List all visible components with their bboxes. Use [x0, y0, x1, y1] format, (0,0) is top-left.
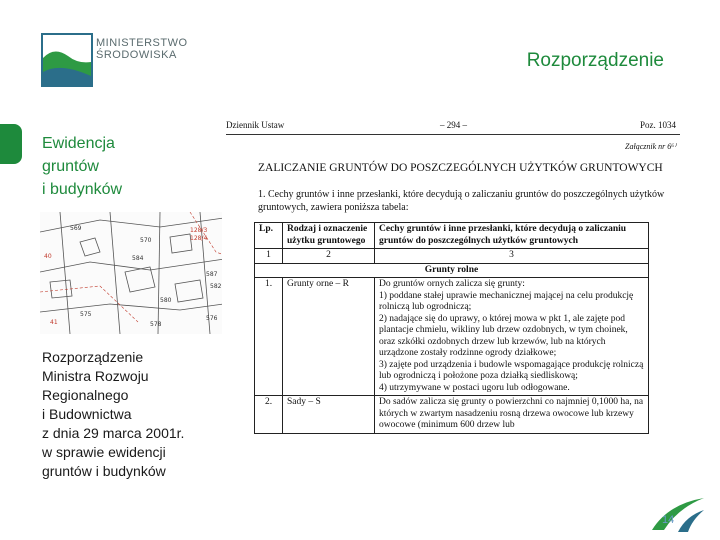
caption-line: z dnia 29 marca 2001r. — [42, 425, 185, 441]
logo-line-1: MINISTERSTWO — [96, 37, 188, 49]
map-label: 575 — [80, 311, 92, 318]
table-section-row — [255, 263, 649, 278]
table-cell: 1. — [255, 278, 283, 396]
side-caption — [42, 348, 184, 481]
map-label: 587 — [206, 271, 218, 278]
table-section: Grunty rolne — [255, 263, 649, 278]
caption-line: i Budownictwa — [42, 406, 132, 422]
doc-header-right: Poz. 1034 — [640, 120, 676, 130]
side-heading — [42, 132, 122, 201]
table-row — [255, 396, 649, 434]
table-cell: 1 — [255, 249, 283, 264]
map-label: 570 — [140, 237, 152, 244]
table-line: 1) poddane stałej uprawie mechanicznej mającej na celu produkcję rolniczą lub ogrodniczą; — [379, 290, 634, 312]
caption-line: w sprawie ewidencji — [42, 444, 166, 460]
logo-wordmark — [96, 37, 188, 61]
doc-header-center: – 294 – — [440, 120, 467, 130]
footer-swoosh-icon — [648, 494, 708, 534]
cadastral-map-image — [40, 212, 238, 334]
table-line: Do sadów zalicza się grunty o powierzchni co najmniej 0,1000 ha, na których w zwartym nasadzeniu rosną drzewa owocowe lub krzewy owocowe (minimum 600 drzew lub — [379, 397, 644, 430]
table-cell: Grunty orne – R — [283, 278, 375, 396]
table-header: Cechy gruntów i inne przesłanki, które decydują o zaliczaniu gruntów do poszczególnych użytków gruntowych — [375, 223, 649, 249]
land-use-table — [254, 222, 649, 434]
caption-line: gruntów i budynków — [42, 463, 166, 479]
logo-line-2: ŚRODOWISKA — [96, 49, 177, 61]
map-label: 576 — [206, 315, 218, 322]
map-label: 40 — [44, 253, 52, 260]
map-label: 584 — [132, 255, 144, 262]
side-heading-line: Ewidencja — [42, 135, 115, 152]
page-title: Rozporządzenie — [526, 50, 664, 71]
table-cell: 2 — [283, 249, 375, 264]
table-cell: 2. — [255, 396, 283, 434]
table-line: 3) zajęte pod urządzenia i budowle wspomagające produkcję rolniczą lub ogrodniczą i położone poza działką siedliskową; — [379, 359, 644, 381]
map-label: 580 — [160, 297, 172, 304]
accent-bar — [0, 124, 22, 164]
doc-title: ZALICZANIE GRUNTÓW DO POSZCZEGÓLNYCH UŻYTKÓW GRUNTOWYCH — [258, 162, 663, 174]
table-header-row — [255, 223, 649, 249]
table-header: Lp. — [255, 223, 283, 249]
doc-attachment-label: Załącznik nr 6⁶⁾ — [625, 142, 676, 151]
doc-header-rule — [226, 134, 680, 135]
map-label: 41 — [50, 319, 58, 326]
side-heading-line: gruntów — [42, 158, 99, 175]
table-cell — [375, 396, 649, 434]
map-label: 582 — [210, 283, 222, 290]
caption-line: Regionalnego — [42, 387, 129, 403]
map-label: 578 — [150, 321, 162, 328]
side-heading-line: i budynków — [42, 181, 123, 198]
doc-intro: 1. Cechy gruntów i inne przesłanki, które decydują o zaliczaniu gruntów do poszczególnych użytków gruntowych, zawiera poniższa tabela: — [258, 189, 665, 213]
table-cell — [375, 278, 649, 396]
logo-mark-icon — [40, 32, 94, 88]
table-row — [255, 278, 649, 396]
document-scan — [222, 114, 690, 484]
map-label: 128/3 — [190, 227, 208, 234]
doc-header-left: Dziennik Ustaw — [226, 120, 285, 130]
table-number-row — [255, 249, 649, 264]
table-cell: 3 — [375, 249, 649, 264]
table-header: Rodzaj i oznaczenie użytku gruntowego — [283, 223, 375, 249]
page-number: 14 — [662, 514, 675, 526]
table-line: 4) utrzymywane w postaci ugoru lub odłogowane. — [379, 382, 570, 393]
map-label: 569 — [70, 225, 82, 232]
map-label: 128/4 — [190, 235, 208, 242]
caption-line: Ministra Rozwoju — [42, 368, 149, 384]
caption-line: Rozporządzenie — [42, 349, 144, 365]
table-line: Do gruntów ornych zalicza się grunty: — [379, 279, 525, 289]
table-line: 2) nadające się do uprawy, o której mowa w pkt 1, ale zajęte pod plantacje chmielu, wikliny lub drzew ozdobnych, w tym choinek, oraz szkółki ozdobnych drzew lub krzewów, lub na których urządzone zostały rodzinne ogrody działkowe; — [379, 313, 628, 358]
table-cell: Sady – S — [283, 396, 375, 434]
